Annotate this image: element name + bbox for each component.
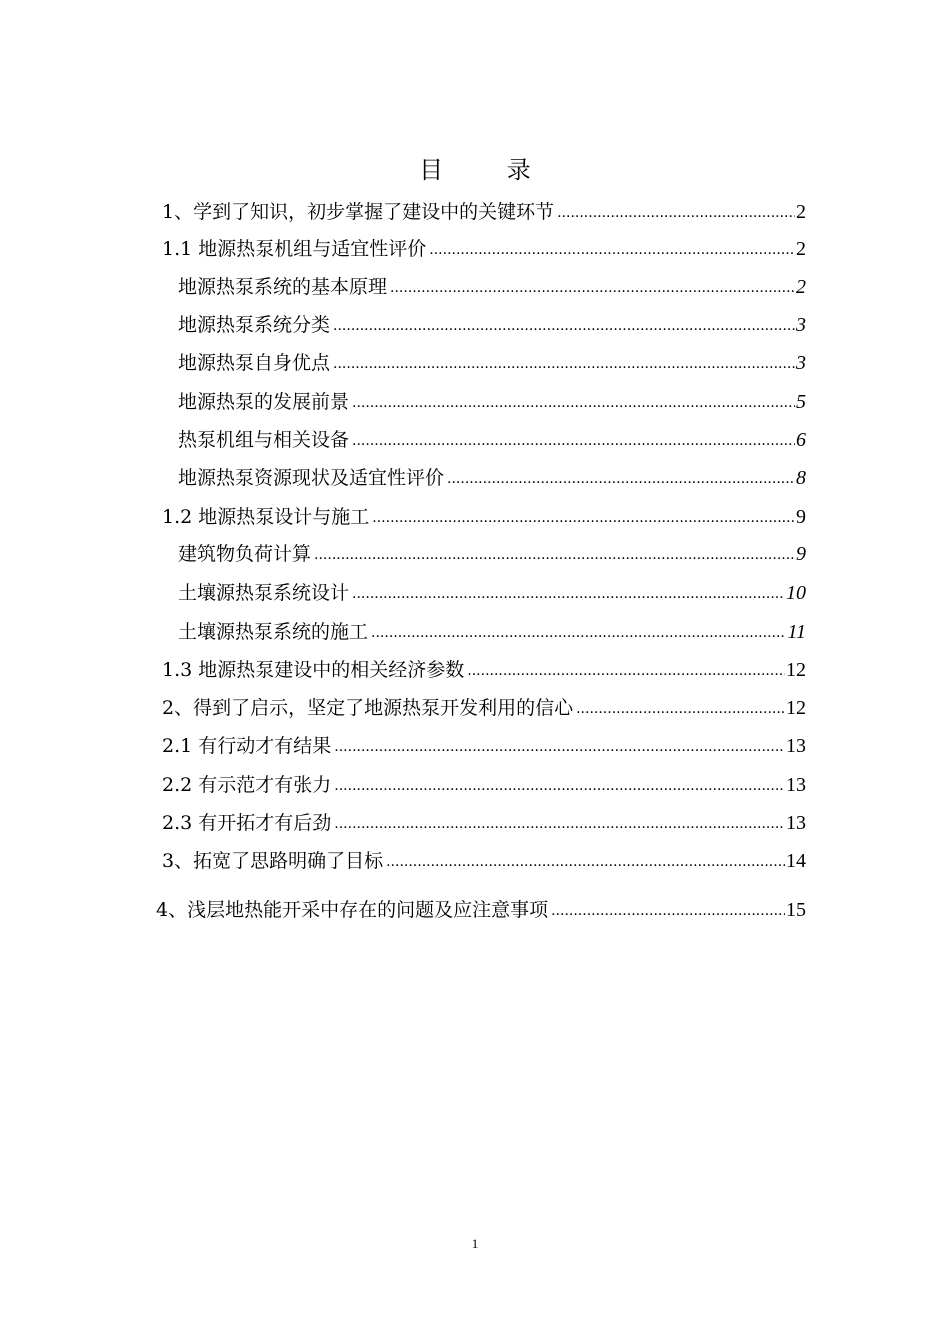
dot-leader: [333, 319, 795, 333]
toc-entry[interactable]: [178, 535, 806, 565]
toc-entry[interactable]: [178, 421, 806, 451]
toc-entry-page: 13: [786, 735, 806, 757]
toc-entry[interactable]: [162, 193, 806, 223]
toc-entry-label: 2、得到了启示，坚定了地源热泵开发利用的信心: [162, 697, 574, 719]
dot-leader: [352, 396, 795, 410]
toc-entry[interactable]: [162, 651, 806, 681]
toc-entry-page: 3: [796, 314, 806, 336]
toc-entry[interactable]: [162, 842, 806, 872]
toc-entry-page: 9: [796, 543, 806, 565]
toc-entry-label: 土壤源热泵系统的施工: [178, 621, 369, 643]
toc-entry-label: 4、浅层地热能开采中存在的问题及应注意事项: [156, 899, 549, 921]
dot-leader: [334, 817, 785, 831]
toc-entry-page: 10: [786, 582, 806, 604]
toc-entry-page: 13: [786, 774, 806, 796]
toc-entry-label: 1.1 地源热泵机组与适宜性评价: [162, 238, 427, 260]
toc-entry[interactable]: [178, 306, 806, 336]
toc-entry[interactable]: [162, 230, 806, 260]
toc-entry[interactable]: [162, 689, 806, 719]
toc-entry-label: 土壤源热泵系统设计: [178, 582, 350, 604]
toc-entry-page: 8: [796, 467, 806, 489]
toc-entry-page: 12: [786, 697, 806, 719]
dot-leader: [371, 626, 786, 640]
toc-entry-label: 2.1 有行动才有结果: [162, 735, 332, 757]
toc-entry-page: 9: [796, 506, 806, 528]
toc-entry-label: 2.2 有示范才有张力: [162, 774, 332, 796]
toc-entry[interactable]: [162, 498, 806, 528]
dot-leader: [372, 511, 795, 525]
toc-entry-page: 6: [796, 429, 806, 451]
dot-leader: [557, 206, 795, 220]
page-number: 1: [471, 1236, 479, 1251]
toc-title: 目 录: [419, 156, 559, 184]
dot-leader: [467, 664, 785, 678]
toc-entry[interactable]: [162, 804, 806, 834]
dot-leader: [447, 472, 795, 486]
toc-entry-label: 3、拓宽了思路明确了目标: [162, 850, 384, 872]
toc-entry[interactable]: [178, 459, 806, 489]
toc-entry-page: 15: [786, 899, 806, 921]
toc-entry-page: 14: [786, 850, 806, 872]
toc-entry-page: 3: [796, 352, 806, 374]
dot-leader: [334, 779, 785, 793]
toc-entry[interactable]: [162, 766, 806, 796]
dot-leader: [352, 587, 785, 601]
toc-entry-page: 12: [786, 659, 806, 681]
dot-leader: [429, 243, 795, 257]
toc-entry-page: 11: [787, 621, 806, 643]
dot-leader: [333, 357, 795, 371]
toc-entry[interactable]: [178, 574, 806, 604]
toc-entry[interactable]: [178, 344, 806, 374]
toc-entry-page: 13: [786, 812, 806, 834]
toc-entry-label: 地源热泵资源现状及适宜性评价: [178, 467, 445, 489]
toc-entry-label: 1.2 地源热泵设计与施工: [162, 506, 370, 528]
toc-entry-label: 1、学到了知识，初步掌握了建设中的关键环节: [162, 201, 555, 223]
toc-entry-label: 地源热泵的发展前景: [178, 391, 350, 413]
toc-entry[interactable]: [156, 891, 806, 921]
toc-entry-page: 2: [796, 276, 806, 298]
dot-leader: [390, 281, 795, 295]
dot-leader: [386, 855, 785, 869]
toc-entry-label: 地源热泵系统分类: [178, 314, 331, 336]
dot-leader: [352, 434, 795, 448]
toc-entry-page: 2: [796, 238, 806, 260]
toc-entry[interactable]: [178, 613, 806, 643]
dot-leader: [314, 548, 795, 562]
toc-entry-label: 热泵机组与相关设备: [178, 429, 350, 451]
toc-entry[interactable]: [178, 383, 806, 413]
toc-entry-page: 5: [796, 391, 806, 413]
toc-entry-label: 地源热泵系统的基本原理: [178, 276, 388, 298]
dot-leader: [334, 740, 785, 754]
dot-leader: [551, 904, 785, 918]
toc-entry-label: 地源热泵自身优点: [178, 352, 331, 374]
dot-leader: [576, 702, 785, 716]
toc-entry[interactable]: [162, 727, 806, 757]
toc-entry-label: 1.3 地源热泵建设中的相关经济参数: [162, 659, 465, 681]
toc-entry-label: 2.3 有开拓才有后劲: [162, 812, 332, 834]
toc-entry-label: 建筑物负荷计算: [178, 543, 312, 565]
toc-entry-page: 2: [796, 201, 806, 223]
toc-entry[interactable]: [178, 268, 806, 298]
